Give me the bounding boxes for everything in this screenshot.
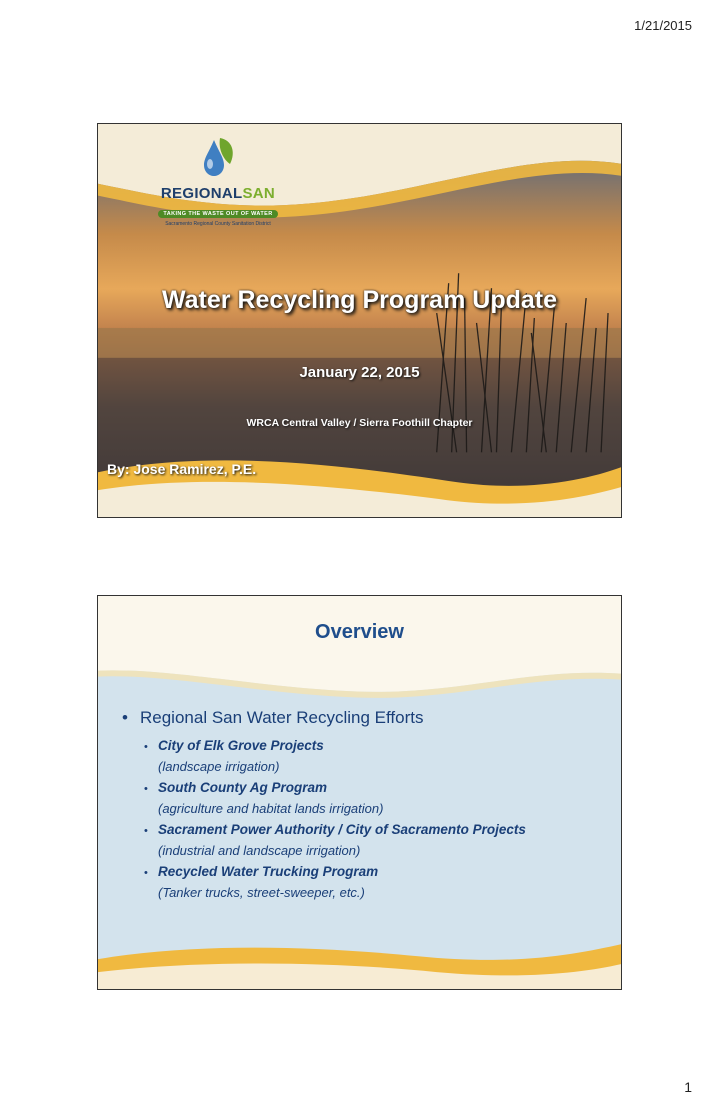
slide1-author: By: Jose Ramirez, P.E. bbox=[107, 461, 257, 477]
logo-tagline: TAKING THE WASTE OUT OF WATER bbox=[158, 210, 277, 218]
item-note: (industrial and landscape irrigation) bbox=[158, 843, 361, 858]
item-note: (Tanker trucks, street-sweeper, etc.) bbox=[158, 885, 365, 900]
list-item: • South County Ag Program (agriculture and habitat lands irrigation) bbox=[144, 778, 612, 818]
slide1-chapter: WRCA Central Valley / Sierra Foothill Chapter bbox=[246, 417, 473, 429]
page-date: 1/21/2015 bbox=[634, 18, 692, 33]
item-title: Recycled Water Trucking Program bbox=[158, 864, 379, 879]
logo-wordmark: REGIONALSAN bbox=[160, 185, 276, 202]
title-slide bbox=[97, 123, 622, 518]
overview-slide bbox=[97, 595, 622, 990]
item-title: City of Elk Grove Projects bbox=[158, 738, 324, 753]
list-item: • Recycled Water Trucking Program (Tanker trucks, street-sweeper, etc.) bbox=[144, 862, 612, 902]
item-note: (landscape irrigation) bbox=[158, 759, 280, 774]
overview-title: Overview bbox=[315, 621, 404, 643]
item-note: (agriculture and habitat lands irrigation) bbox=[158, 801, 384, 816]
water-drop-leaf-icon bbox=[196, 134, 240, 178]
list-item: • Sacrament Power Authority / City of Sacramento Projects (industrial and landscape irrigation) bbox=[144, 820, 612, 860]
item-title: Sacrament Power Authority / City of Sacramento Projects bbox=[158, 822, 526, 837]
slide1-date: January 22, 2015 bbox=[299, 364, 420, 381]
overview-bullets bbox=[122, 708, 612, 904]
page-number: 1 bbox=[684, 1079, 692, 1095]
slide1-title: Water Recycling Program Update bbox=[161, 286, 557, 314]
logo-subtitle: Sacramento Regional County Sanitation District bbox=[165, 221, 271, 227]
item-title: South County Ag Program bbox=[158, 780, 327, 795]
regionalsan-logo bbox=[148, 134, 288, 227]
list-item: • City of Elk Grove Projects (landscape irrigation) bbox=[144, 736, 612, 776]
main-bullet: • Regional San Water Recycling Efforts bbox=[122, 708, 424, 727]
